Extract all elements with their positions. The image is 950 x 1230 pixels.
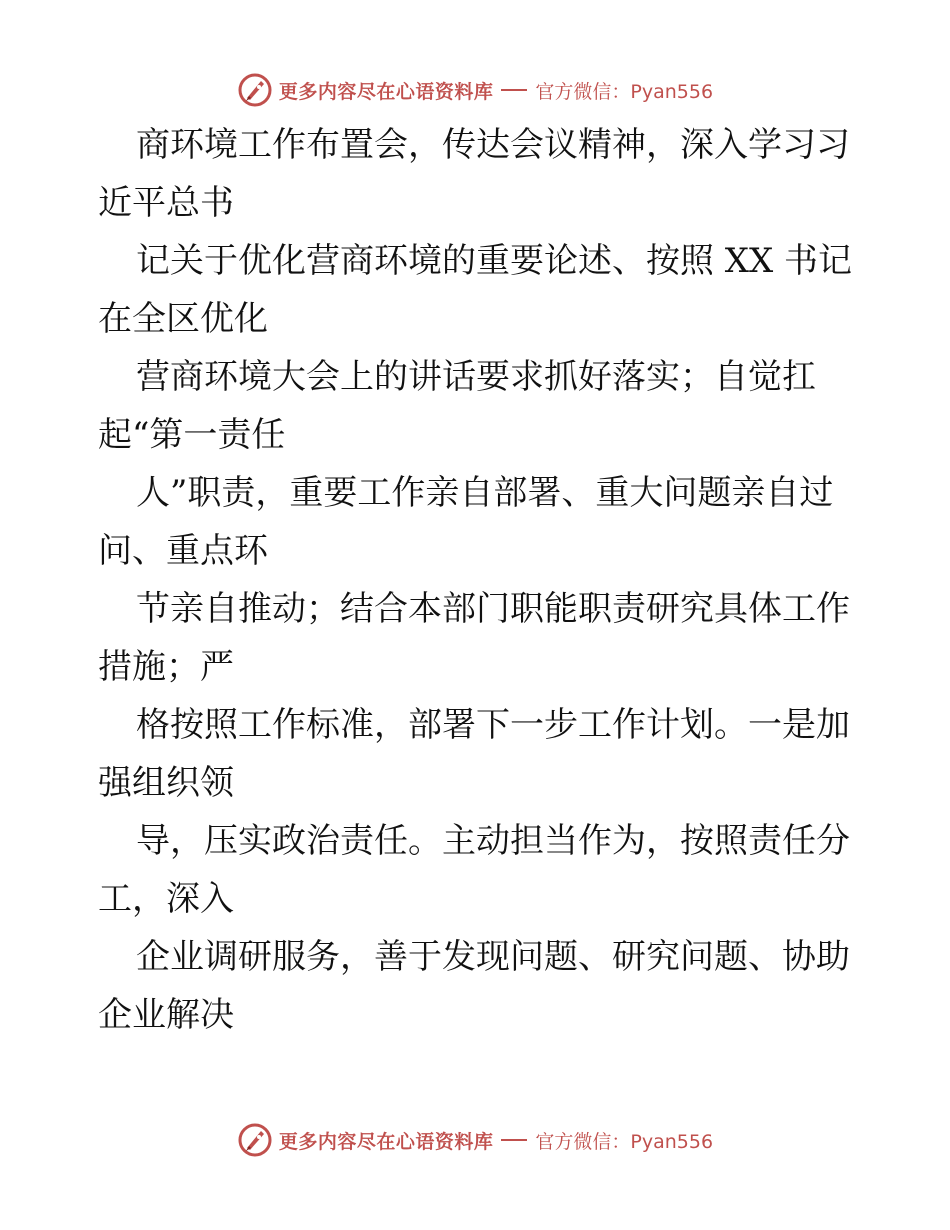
paragraph (98, 116, 858, 232)
banner-contact: 官方微信：Pyan556 (535, 80, 714, 103)
banner-text: 更多内容尽在心语资料库 (278, 1130, 494, 1153)
paragraph-line: 起“第一责任 (98, 415, 286, 455)
paragraph-line: 问、重点环 (98, 531, 268, 571)
banner-dash (501, 89, 527, 91)
paragraph (98, 232, 858, 348)
banner-text: 更多内容尽在心语资料库 (278, 80, 494, 103)
paragraph (98, 928, 858, 1044)
banner-contact: 官方微信：Pyan556 (535, 1130, 714, 1153)
paragraph-line: 企业调研服务，善于发现问题、研究问题、协助 (136, 937, 850, 977)
paragraph (98, 696, 858, 812)
header-banner (0, 68, 950, 112)
paragraph-line: 记关于优化营商环境的重要论述、按照 XX 书记 (136, 241, 853, 281)
paragraph-line: 人”职责，重要工作亲自部署、重大问题亲自过 (136, 473, 834, 513)
footer-banner (0, 1118, 950, 1162)
paragraph-line: 节亲自推动；结合本部门职能职责研究具体工作 (136, 589, 850, 629)
paragraph (98, 348, 858, 464)
quill-pen-icon (237, 72, 273, 108)
paragraph-line: 近平总书 (98, 183, 234, 223)
paragraph-line: 商环境工作布置会，传达会议精神，深入学习习 (136, 125, 850, 165)
banner-dash (501, 1139, 527, 1141)
paragraph (98, 812, 858, 928)
paragraph (98, 580, 858, 696)
paragraph-line: 工，深入 (98, 879, 234, 919)
document-body (98, 116, 858, 1044)
paragraph-line: 强组织领 (98, 763, 234, 803)
paragraph-line: 导，压实政治责任。主动担当作为，按照责任分 (136, 821, 850, 861)
paragraph-line: 企业解决 (98, 995, 234, 1035)
paragraph-line: 营商环境大会上的讲话要求抓好落实；自觉扛 (136, 357, 816, 397)
paragraph-line: 在全区优化 (98, 299, 268, 339)
quill-pen-icon (237, 1122, 273, 1158)
paragraph-line: 措施；严 (98, 647, 234, 687)
paragraph-line: 格按照工作标准，部署下一步工作计划。一是加 (136, 705, 850, 745)
paragraph (98, 464, 858, 580)
